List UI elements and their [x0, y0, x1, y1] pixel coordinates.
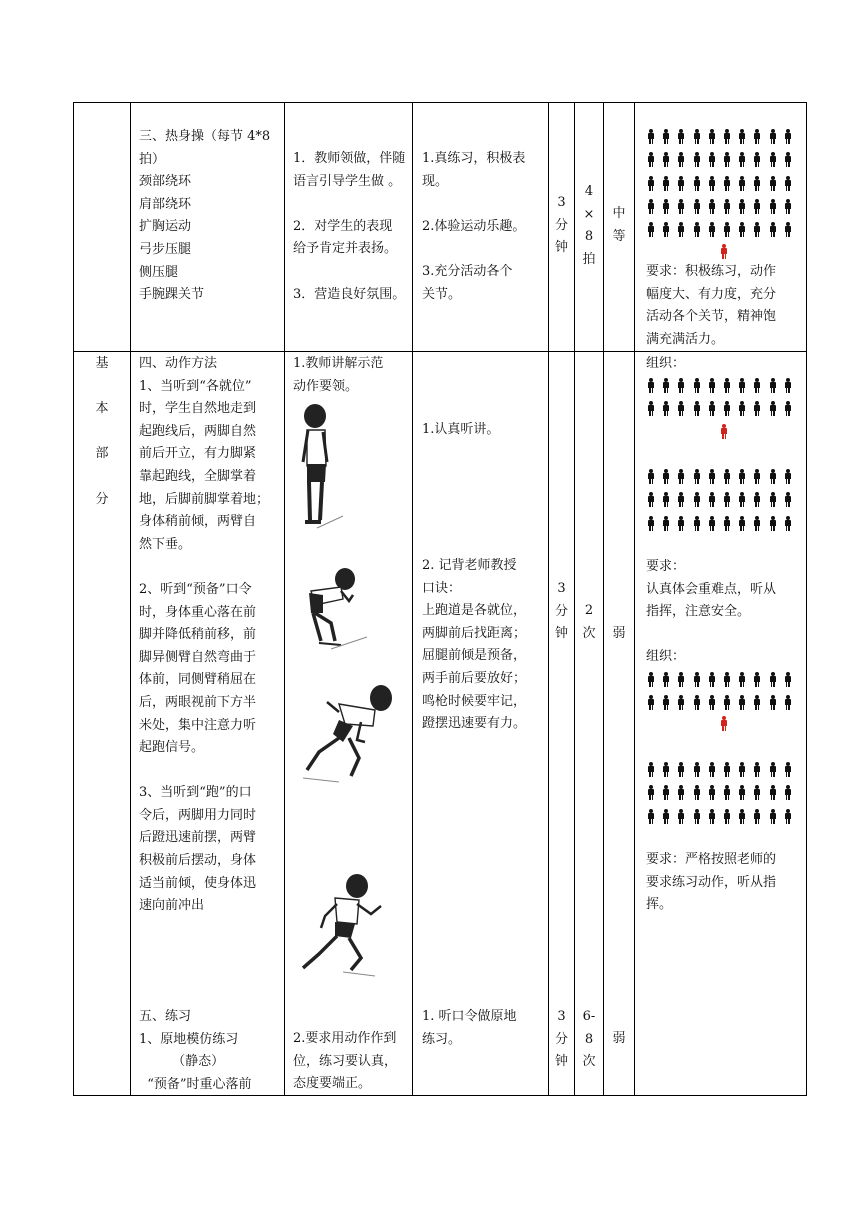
student-icon: [724, 129, 730, 144]
warmup-requirement: 要求：积极练习，动作 幅度大、有力度，充分 活动各个关节，精神饱 满充满活力。: [646, 264, 777, 347]
practice-student: 1. 听口令做原地 练习。: [422, 1009, 517, 1047]
student-icon: [785, 129, 791, 144]
col-divider: [634, 102, 635, 1096]
student-icon: [724, 222, 730, 237]
student-icon: [754, 762, 760, 777]
student-icon: [785, 492, 791, 507]
student-icon: [785, 176, 791, 191]
practice-intensity: 弱: [612, 1031, 626, 1046]
student-icon: [678, 785, 684, 800]
student-icon: [663, 199, 669, 214]
method-content: 四、动作方法 1、当听到“各就位” 时，学生自然地走到 起跑线后，两脚自然 前后开立，有力脚紧 靠起跑线，全脚掌着 地，后脚前脚掌着地； 身体稍前倾，两臂自 然下垂。 2、听到“预备”口令 时，身体重心落在前 脚并降低稍前移，前 脚异侧臂自然弯曲于 体前，同侧臂稍屈在 后，两眼视前下方半 米处，集中注意力听 起跑信号。 3、当听到“跑”的口 令后，两脚用力同时 后蹬迅速前摆，两臂 积极前后摆动，身体 适当前倾，使身体迅 速向前冲出: [139, 356, 270, 914]
method-intensity: 弱: [612, 626, 626, 641]
student-icon: [694, 176, 700, 191]
running-figure: [295, 872, 385, 982]
student-icon: [770, 469, 776, 484]
student-icon: [694, 469, 700, 484]
student-icon: [754, 492, 760, 507]
student-icon: [709, 785, 715, 800]
student-icon: [724, 785, 730, 800]
student-icon: [678, 469, 684, 484]
student-icon: [694, 492, 700, 507]
student-icon: [663, 401, 669, 416]
student-icon: [694, 152, 700, 167]
student-icon: [739, 152, 745, 167]
student-icon: [694, 762, 700, 777]
student-icon: [648, 152, 654, 167]
student-icon: [724, 152, 730, 167]
warmup-student: 1.真练习，积极表 现。 2.体验运动乐趣。 3.充分活动各个 关节。: [422, 151, 526, 302]
warmup-teacher: 1．教师领做，伴随 语言引导学生做 。 2．对学生的表现 给予肯定并表扬。 3．营造良好氛围。: [293, 151, 406, 302]
student-icon: [709, 152, 715, 167]
student-icon: [709, 672, 715, 687]
col-divider: [806, 102, 807, 1096]
student-icon: [648, 762, 654, 777]
student-icon: [694, 401, 700, 416]
method-student-1: 1.认真听讲。: [422, 422, 500, 437]
student-icon: [739, 762, 745, 777]
practice-teacher: 2.要求用动作作到 位，练习要认真， 态度要端正。: [293, 1031, 398, 1092]
student-icon: [754, 516, 760, 531]
student-icon: [770, 176, 776, 191]
student-icon: [739, 378, 745, 393]
student-icon: [785, 785, 791, 800]
student-icon: [694, 695, 700, 710]
method-reps: 2 次: [582, 603, 596, 641]
student-icon: [754, 785, 760, 800]
col-divider: [130, 102, 131, 1096]
student-icon: [694, 672, 700, 687]
student-icon: [648, 129, 654, 144]
student-icon: [648, 401, 654, 416]
student-icon: [663, 516, 669, 531]
student-icon: [739, 809, 745, 824]
student-icon: [663, 152, 669, 167]
student-icon: [739, 672, 745, 687]
student-icon: [785, 516, 791, 531]
teacher-icon: [721, 424, 727, 439]
student-icon: [754, 469, 760, 484]
student-icon: [648, 492, 654, 507]
student-icon: [694, 129, 700, 144]
warmup-reps: 4 × 8 拍: [582, 184, 596, 267]
student-icon: [678, 176, 684, 191]
student-icon: [648, 378, 654, 393]
student-icon: [739, 222, 745, 237]
teacher-icon: [721, 244, 727, 259]
warmup-time: 3 分 钟: [554, 195, 568, 256]
student-icon: [678, 492, 684, 507]
student-icon: [648, 222, 654, 237]
student-icon: [694, 222, 700, 237]
requirement-2: 要求：严格按照老师的 要求练习动作，听从指 挥。: [646, 852, 777, 913]
student-icon: [678, 672, 684, 687]
practice-content: 五、练习 1、原地模仿练习 （静态） “预备”时重心落前: [139, 1009, 252, 1092]
student-icon: [724, 176, 730, 191]
student-icon: [785, 222, 791, 237]
student-icon: [739, 695, 745, 710]
method-student-2: 2. 记背老师教授 口诀： 上跑道是各就位， 两脚前后找距离； 屈腿前倾是预备， 两手前后要放好； 鸣枪时候要牢记， 蹬摆迅速要有力。: [422, 558, 527, 732]
student-icon: [678, 199, 684, 214]
student-icon: [739, 199, 745, 214]
warmup-intensity: 中 等: [612, 206, 626, 244]
student-icon: [709, 762, 715, 777]
student-icon: [724, 695, 730, 710]
student-icon: [709, 809, 715, 824]
student-icon: [663, 695, 669, 710]
student-icon: [770, 129, 776, 144]
standing-figure: [295, 400, 355, 548]
student-icon: [678, 152, 684, 167]
student-icon: [724, 401, 730, 416]
student-icon: [663, 222, 669, 237]
student-icon: [785, 809, 791, 824]
table-border-top: [73, 102, 807, 103]
student-icon: [678, 222, 684, 237]
student-icon: [739, 176, 745, 191]
student-icon: [709, 469, 715, 484]
student-icon: [678, 378, 684, 393]
student-icon: [770, 401, 776, 416]
student-icon: [739, 785, 745, 800]
student-icon: [770, 492, 776, 507]
student-icon: [785, 199, 791, 214]
student-icon: [694, 378, 700, 393]
student-icon: [678, 695, 684, 710]
organization-label-2: 组织：: [646, 649, 686, 664]
student-icon: [770, 516, 776, 531]
student-icon: [739, 129, 745, 144]
student-icon: [663, 129, 669, 144]
student-icon: [694, 516, 700, 531]
col-divider: [412, 102, 413, 1096]
student-icon: [663, 672, 669, 687]
col-divider: [603, 102, 604, 1096]
student-icon: [678, 129, 684, 144]
requirement-1: 要求： 认真体会重难点，听从 指挥，注意安全。: [646, 559, 777, 620]
student-icon: [724, 516, 730, 531]
student-icon: [663, 785, 669, 800]
student-icon: [648, 199, 654, 214]
student-icon: [754, 378, 760, 393]
teacher-icon: [721, 716, 727, 731]
student-icon: [785, 152, 791, 167]
student-icon: [785, 401, 791, 416]
student-icon: [754, 695, 760, 710]
section-label: 基 本 部 分: [95, 356, 109, 507]
student-icon: [663, 762, 669, 777]
student-icon: [770, 152, 776, 167]
student-icon: [770, 222, 776, 237]
student-icon: [709, 401, 715, 416]
student-icon: [709, 695, 715, 710]
student-icon: [739, 469, 745, 484]
student-icon: [724, 492, 730, 507]
student-icon: [709, 492, 715, 507]
student-icon: [678, 401, 684, 416]
ready-figure: [301, 565, 371, 653]
student-icon: [739, 516, 745, 531]
student-icon: [709, 199, 715, 214]
student-icon: [648, 695, 654, 710]
organization-label-1: 组织：: [646, 356, 686, 371]
student-icon: [785, 762, 791, 777]
student-icon: [694, 785, 700, 800]
student-icon: [739, 401, 745, 416]
lesson-plan-table: [73, 102, 807, 1096]
student-icon: [724, 672, 730, 687]
student-icon: [694, 809, 700, 824]
student-icon: [754, 176, 760, 191]
student-icon: [709, 176, 715, 191]
student-icon: [648, 176, 654, 191]
warmup-content: 三、热身操（每节 4*8 拍） 颈部绕环 肩部绕环 扩胸运动 弓步压腿 侧压腿 手腕踝关节: [139, 129, 271, 303]
student-icon: [754, 401, 760, 416]
student-icon: [648, 785, 654, 800]
student-icon: [663, 469, 669, 484]
student-icon: [709, 222, 715, 237]
student-icon: [678, 762, 684, 777]
student-icon: [724, 469, 730, 484]
student-icon: [648, 516, 654, 531]
student-icon: [724, 762, 730, 777]
start-figure: [299, 682, 399, 792]
student-icon: [754, 222, 760, 237]
student-icon: [663, 378, 669, 393]
student-icon: [724, 809, 730, 824]
student-icon: [754, 199, 760, 214]
student-icon: [678, 809, 684, 824]
student-icon: [770, 695, 776, 710]
student-icon: [663, 492, 669, 507]
student-icon: [770, 809, 776, 824]
student-icon: [770, 762, 776, 777]
student-icon: [663, 176, 669, 191]
student-icon: [694, 199, 700, 214]
student-icon: [754, 152, 760, 167]
practice-reps: 6- 8 次: [582, 1009, 596, 1070]
student-icon: [770, 672, 776, 687]
student-icon: [770, 199, 776, 214]
method-time: 3 分 钟: [554, 581, 568, 642]
col-divider: [73, 102, 74, 1096]
student-icon: [785, 672, 791, 687]
student-icon: [785, 695, 791, 710]
student-icon: [709, 378, 715, 393]
student-icon: [785, 469, 791, 484]
student-icon: [678, 516, 684, 531]
student-icon: [739, 492, 745, 507]
student-icon: [754, 809, 760, 824]
student-icon: [754, 672, 760, 687]
student-icon: [770, 785, 776, 800]
student-icon: [754, 129, 760, 144]
practice-time: 3 分 钟: [554, 1009, 568, 1070]
student-icon: [709, 516, 715, 531]
student-icon: [785, 378, 791, 393]
student-icon: [648, 469, 654, 484]
student-icon: [724, 378, 730, 393]
student-icon: [770, 378, 776, 393]
student-icon: [648, 672, 654, 687]
student-icon: [648, 809, 654, 824]
method-teacher: 1.教师讲解示范 动作要领。: [293, 356, 384, 394]
student-icon: [709, 129, 715, 144]
student-icon: [724, 199, 730, 214]
student-icon: [663, 809, 669, 824]
